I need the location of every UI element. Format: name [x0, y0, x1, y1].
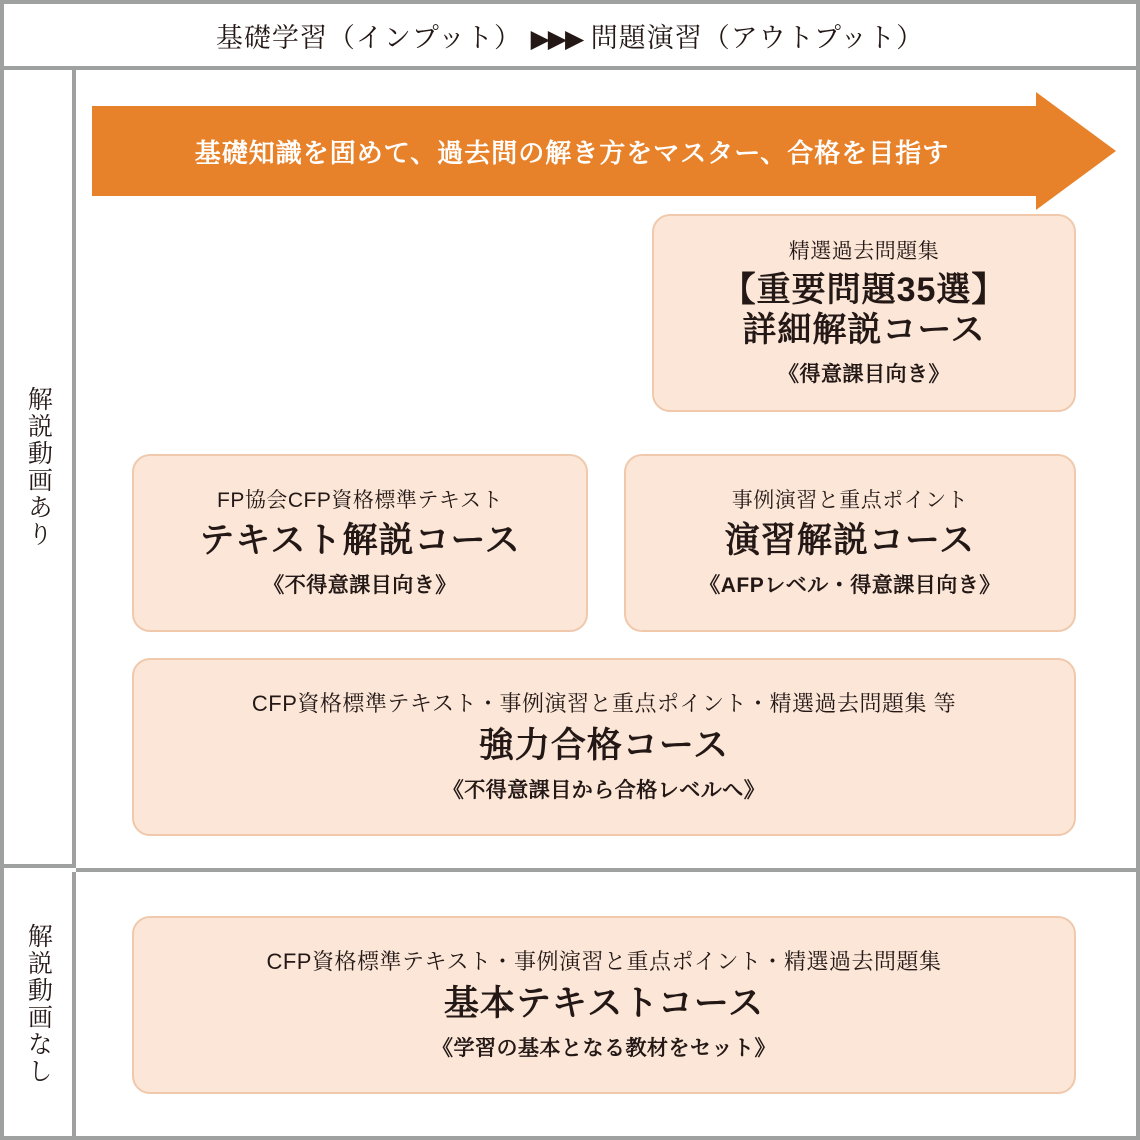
rail-without-video	[4, 872, 76, 1136]
progress-arrow-banner	[92, 92, 1116, 210]
header-text-group	[216, 16, 924, 55]
course-card-kihon-text-note: 《学習の基本となる教材をセット》	[432, 1036, 776, 1060]
course-card-35sen-subtitle: 精選過去問題集	[788, 240, 940, 264]
course-card-35sen-title-line2: 詳細解説コース	[742, 310, 986, 349]
course-card-35sen-note: 《得意課目向き》	[778, 362, 950, 386]
rail-with-video	[4, 70, 76, 868]
right-arrows-icon: ▶▶▶	[530, 24, 583, 53]
header-left-label: 基礎学習（インプット）	[215, 22, 523, 53]
course-card-text-kaisetsu-subtitle: FP協会CFP資格標準テキスト	[217, 488, 503, 512]
course-card-kihon-text-subtitle: CFP資格標準テキスト・事例演習と重点ポイント・精選過去問題集	[266, 949, 942, 975]
header-right-label: 問題演習（アウトプット）	[590, 22, 925, 53]
course-card-enshu-kaisetsu-title: 演習解説コース	[724, 521, 976, 560]
course-card-kihon-text[interactable]	[132, 916, 1076, 1094]
course-card-35sen-title-line1: 【重要問題35選】	[721, 270, 1007, 309]
course-card-text-kaisetsu-note: 《不得意課目向き》	[263, 574, 457, 598]
course-card-text-kaisetsu-title: テキスト解説コース	[199, 521, 521, 560]
course-card-enshu-kaisetsu-subtitle: 事例演習と重点ポイント	[731, 488, 969, 512]
rail-without-video-label: 解説動画なし	[24, 923, 53, 1085]
course-card-enshu-kaisetsu-note: 《AFPレベル・得意課目向き》	[699, 574, 1001, 598]
progress-arrow-label: 基礎知識を固めて、過去問の解き方をマスター、合格を目指す	[194, 137, 950, 168]
band-divider	[76, 868, 1136, 872]
diagram-header	[4, 4, 1136, 70]
course-card-35sen[interactable]	[652, 214, 1076, 412]
course-card-text-kaisetsu[interactable]	[132, 454, 588, 632]
course-card-kyoryoku-goukaku[interactable]	[132, 658, 1076, 836]
course-card-kyoryoku-goukaku-title: 強力合格コース	[478, 725, 730, 765]
course-card-kyoryoku-goukaku-note: 《不得意課目から合格レベルへ》	[442, 778, 766, 802]
course-card-enshu-kaisetsu[interactable]	[624, 454, 1076, 632]
course-card-kihon-text-title: 基本テキストコース	[443, 983, 765, 1023]
course-card-kyoryoku-goukaku-subtitle: CFP資格標準テキスト・事例演習と重点ポイント・精選過去問題集 等	[251, 691, 957, 717]
course-card-35sen-title	[722, 270, 1007, 350]
rail-with-video-label: 解説動画あり	[24, 386, 53, 548]
